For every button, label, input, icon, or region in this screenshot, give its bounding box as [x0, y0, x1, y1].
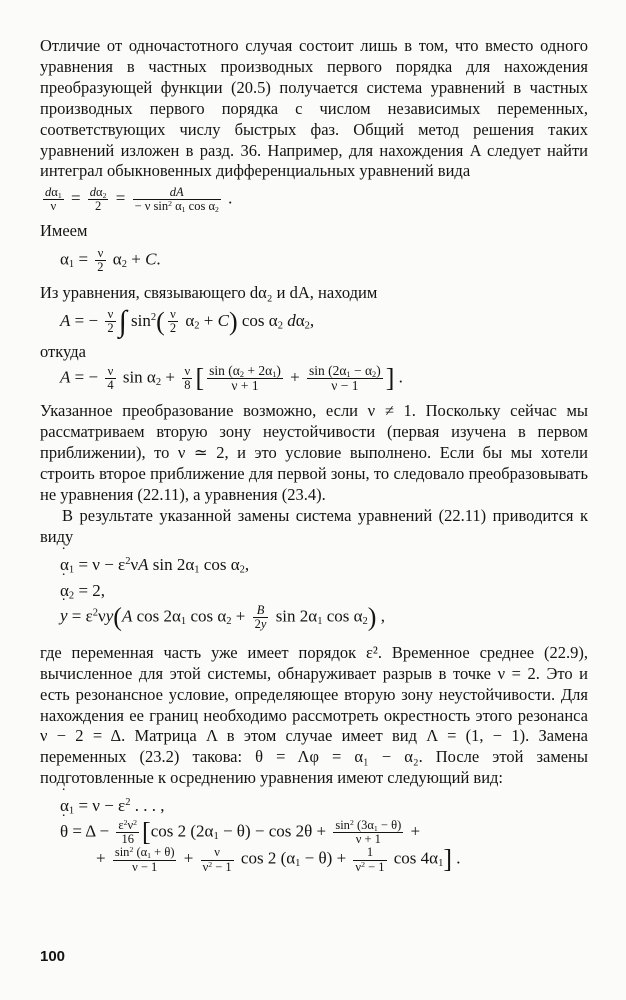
paragraph-intro: Отличие от одночастотного случая состоит лишь в том, что вместо одного уравнения в частных производных первого порядка для нахождения преобразующей функции (20.5) получается система уравнений в частных производных первого порядка с числом независимых переменных, соответствующих числу быстрых фаз. Общий метод решения таких уравнений изложен в разд. 36. Например, для нахождения A следует найти интеграл обыкновенных дифференциальных уравнений вида — [40, 36, 588, 181]
paragraph-transformation: Указанное преобразование возможно, если ν ≠ 1. Поскольку сейчас мы рассматриваем вторую зону неустойчивости (первая изучена в первом приближении), то ν ≃ 2, и это условие выполнено. Если бы мы хотели строить второе приближение для первой зоны, то следовало преобразовывать не уравнения (22.11), а уравнения (23.4). — [40, 401, 588, 504]
equation-averaged-1: α $˙_1 = \nu - \varepsilon^2$ . . . , — [60, 795, 588, 817]
equation-averaged-3: + $\frac{\sin^2 (\alpha_1 + \theta)}{\nu - 1}$ + $\frac{\nu}{\nu^2 - 1}$ cos 2 $(\alpha_1 - \theta)$ + $\frac{1}{\nu^2 - 1}$ $\cos 4\alpha_1$] . — [96, 845, 461, 874]
equation-alpha1: $\alpha_1$ = $\frac{\nu}{2}$ $\alpha_2 + C$. — [60, 245, 161, 274]
equation-system-1: α $˙_1 = \nu - \varepsilon^2\nu A$ $\sin 2\alpha_1$ $\cos \alpha_2$, — [60, 554, 588, 576]
equation-characteristic: $\frac{d\alpha_1}{\nu}$ = $\frac{d\alpha_2}{2}$ = $\frac{dA}{- \nu \sin^2 \alpha_1 \cos \alpha_2}$ . — [45, 185, 233, 215]
paragraph-variable-part: где переменная часть уже имеет порядок ε². Временное среднее (22.9), вычисленное для этой системы, обнаруживает разрыв в точке ν = 2. Это и есть резонансное условие, определяющее вторую зону неустойчивости. Для нахождения ее границ необходимо рассмотреть окрестность этого резонанса ν − 2 = Δ. Матрица Λ в этом случае имеет вид Λ = (1, − 1). Замена переменных (23.2) такова: θ = Λφ = α₁ − α₂. После этой замены подготовленные к осреднению уравнения имеют следующий вид: — [40, 642, 588, 788]
equation-A-integral: A = − $\frac{\nu}{2}$ ∫ $\sin^2$( $\frac{\nu}{2}$ $\alpha_2 + C$) $\cos \alpha_2$ $d\alpha_2$, — [60, 304, 315, 338]
paragraph-result: В результате указанной замены система уравнений (22.11) приводится к виду — [40, 505, 588, 546]
equation-averaged-2: θ ˙ = Δ − $\frac{\varepsilon^2\nu^2}{16}$ [cos 2 $(2\alpha_1 - \theta) - \cos 2\theta$ + $\frac{\sin^2 (3\alpha_1 - \theta)}{\nu + 1}$ + — [60, 819, 588, 846]
equation-system-2: α $˙_2 = 2$, — [60, 580, 588, 602]
paragraph-otkuda: откуда — [40, 341, 86, 361]
page-number: 100 — [40, 948, 66, 965]
paragraph-from-equation: Из уравнения, связывающего dα₂ и dA, находим — [40, 282, 378, 302]
page-body — [40, 36, 588, 874]
paragraph-imeem: Имеем — [40, 220, 88, 240]
equation-system-3: y ˙ = $\varepsilon^2\nu y(A$ $\cos 2\alpha_1$ $\cos \alpha_2$ + $\frac{B}{2y}$ $\sin 2\alpha_1$ $\cos \alpha_2$) , — [60, 604, 588, 631]
equation-A-result: A = − $\frac{\nu}{4}$ $\sin \alpha_2$ + $\frac{\nu}{8}$ [ $\frac{\sin (\alpha_2 + 2\alpha_1)}{\nu + 1}$ + $\frac{\sin (2\alpha_1 - \alpha_2)}{\nu - 1}$ ] . — [60, 362, 403, 394]
